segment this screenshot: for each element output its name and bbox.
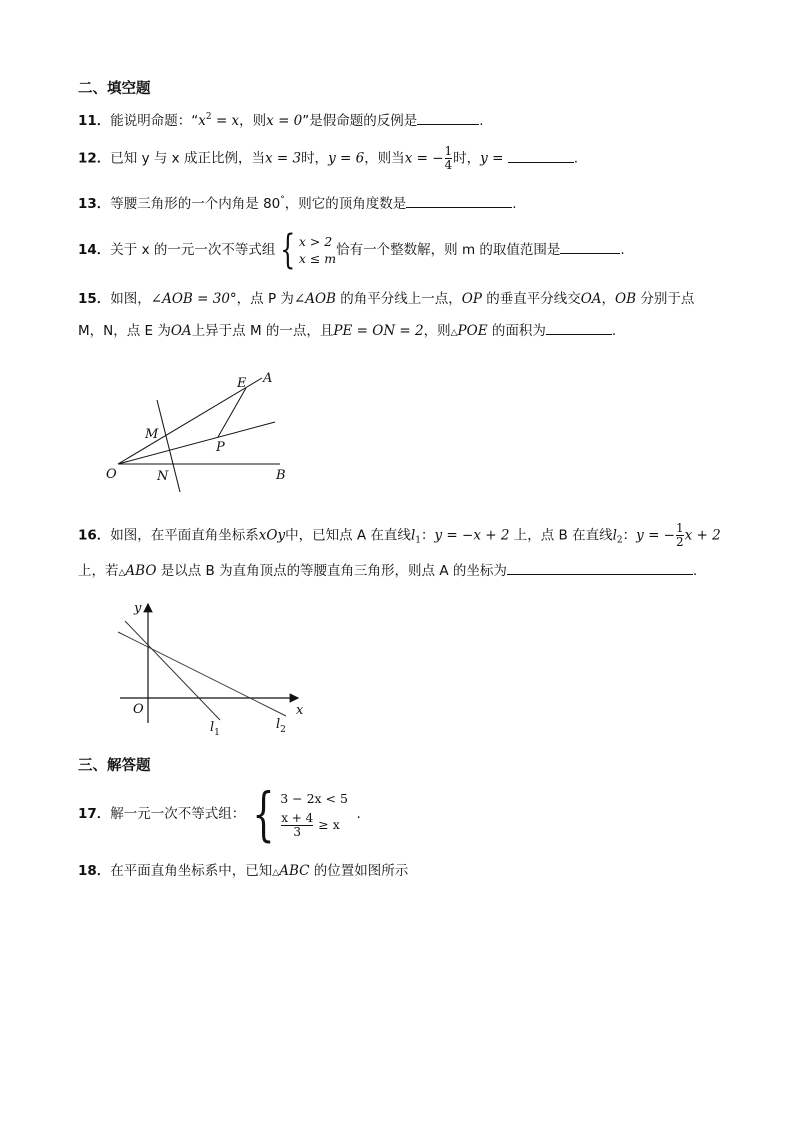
- q15-text: 的垂直平分线交: [486, 291, 581, 307]
- q15-math: ∠AOB = 30°: [150, 291, 237, 307]
- q15-math: OA: [170, 323, 192, 339]
- q16-text: 上，若: [78, 563, 119, 579]
- q18-text: 的位置如图所示: [313, 863, 409, 879]
- q11-text: ”是假命题的反例是: [302, 113, 418, 129]
- q12-math: x = 3: [264, 150, 302, 167]
- question-15-line-1: [78, 289, 694, 309]
- l1-label: $l_1$: [210, 720, 220, 738]
- q14-text: 关于 x 的一元一次不等式组: [110, 242, 276, 258]
- q16-number: 16．: [78, 527, 111, 544]
- q14-answer-blank[interactable]: [560, 239, 620, 254]
- q11-text: ，则: [239, 113, 267, 129]
- q16-answer-blank[interactable]: [507, 560, 693, 575]
- q12-math: x = −: [404, 150, 444, 167]
- label-B: B: [276, 468, 286, 483]
- q17-row-1: 3 − 2x < 5: [280, 790, 348, 806]
- q14-text: 恰有一个整数解，则 m 的取值范围是: [336, 242, 561, 258]
- bisector-OP: [118, 422, 275, 464]
- q12-answer-blank[interactable]: [508, 148, 574, 163]
- question-17: [78, 780, 361, 848]
- q14-end: .: [620, 242, 625, 258]
- q16-math: y = −: [636, 527, 675, 544]
- q11-math: x = 0: [266, 113, 303, 129]
- question-18: [78, 861, 408, 883]
- q12-math: y =: [480, 150, 504, 167]
- q15-text: ，点 P 为: [236, 291, 294, 307]
- q16-text: 是以点 B 为直角顶点的等腰直角三角形，则点 A 的坐标为: [160, 563, 507, 579]
- q17-row-2: [280, 812, 348, 839]
- question-12: [78, 145, 578, 172]
- q11-answer-blank[interactable]: [417, 110, 479, 125]
- q12-fraction: [445, 145, 453, 172]
- q16-text: ：: [421, 527, 435, 544]
- label-P: P: [216, 440, 225, 455]
- q16-math: x + 2: [684, 527, 721, 544]
- question-16-line-1: [78, 522, 721, 551]
- q17-number: 17．: [78, 806, 111, 822]
- q17-end: .: [356, 806, 361, 822]
- q15-text: 的角平分线上一点，: [340, 291, 462, 307]
- section-title-fill-in: 二、填空题: [78, 81, 151, 97]
- question-13: [78, 190, 517, 214]
- q15-math: ∠AOB: [293, 291, 336, 307]
- question-15-line-2: [78, 320, 616, 343]
- q13-text: ，则它的顶角度数是: [284, 196, 407, 212]
- q17-frac-denominator: 3: [293, 824, 302, 839]
- q15-text: 上异于点 M 的一点，且: [191, 323, 334, 339]
- question-14: [78, 227, 625, 273]
- q11-superscript: 2: [205, 112, 212, 122]
- q15-end: .: [611, 323, 617, 339]
- q15-math: OB: [615, 291, 637, 307]
- q11-end: .: [479, 113, 484, 129]
- q16-fraction: [676, 522, 684, 549]
- q17-row-2-rhs: ≥ x: [318, 817, 340, 832]
- q15-math: POE: [457, 323, 488, 339]
- q18-text: 在平面直角坐标系中，已知: [110, 863, 273, 879]
- x-axis-label: x: [296, 703, 304, 718]
- q16-math: l: [612, 527, 617, 544]
- q17-inequality-system: { 3 − 2x < 5 $\frac{x + 4}{3}$ ≥ x: [252, 780, 348, 848]
- section-title-solve: 三、解答题: [78, 758, 151, 774]
- origin-label: O: [133, 702, 144, 717]
- q12-math: y = 6: [328, 150, 365, 167]
- q12-end: .: [573, 150, 578, 167]
- q13-degree: °: [280, 195, 285, 205]
- q12-frac-denominator: 4: [444, 158, 453, 172]
- q16-subscript: 1: [415, 535, 421, 546]
- label-E: E: [237, 376, 247, 391]
- question-11: [78, 107, 484, 131]
- q13-text: 等腰三角形的一个内角是 80: [110, 196, 281, 212]
- q16-frac-denominator: 2: [676, 535, 684, 549]
- q16-text: 如图，在平面直角坐标系: [110, 527, 259, 544]
- q12-text: 时，: [301, 150, 329, 167]
- q12-frac-numerator: 1: [444, 144, 453, 158]
- q16-math: l: [410, 527, 416, 544]
- q15-text: M，N，点 E 为: [78, 323, 171, 339]
- q14-inequality-system: { x > 2 x ≤ m: [280, 227, 337, 273]
- q15-text: 的面积为: [491, 323, 546, 339]
- q12-number: 12．: [78, 150, 111, 167]
- q18-triangle-symbol: △: [272, 868, 280, 878]
- q11-math: = x: [211, 113, 240, 129]
- q13-end: .: [512, 196, 517, 212]
- label-N: N: [157, 469, 169, 484]
- q15-text: 分别于点: [640, 291, 695, 307]
- q16-text: 中，已知点 A 在直线: [285, 527, 411, 544]
- q15-math: OP: [461, 291, 482, 307]
- q18-math: ABC: [279, 863, 310, 879]
- q16-end: .: [692, 563, 698, 579]
- q11-text: 能说明命题：“: [110, 113, 199, 129]
- q11-number: 11．: [78, 113, 111, 129]
- y-axis-label: y: [134, 601, 142, 616]
- q14-number: 14．: [78, 242, 111, 258]
- q15-math: PE = ON = 2: [333, 323, 424, 339]
- q12-text: ，则当: [364, 150, 405, 167]
- q15-triangle-symbol: △: [450, 328, 458, 338]
- label-A: A: [263, 371, 273, 386]
- q13-number: 13．: [78, 196, 111, 212]
- q15-math: OA: [580, 291, 602, 307]
- q16-triangle-symbol: △: [118, 568, 126, 578]
- q16-math: xOy: [258, 527, 286, 544]
- q17-text: 解一元一次不等式组：: [110, 806, 246, 822]
- q16-frac-numerator: 1: [676, 521, 684, 535]
- question-16-line-2: [78, 560, 697, 583]
- label-M: M: [145, 427, 159, 442]
- q16-figure: [108, 598, 313, 743]
- q18-number: 18．: [78, 863, 111, 879]
- q15-text: ，则: [423, 323, 451, 339]
- q13-answer-blank[interactable]: [406, 193, 512, 208]
- q16-subscript: 2: [616, 535, 623, 546]
- q16-math: ABO: [125, 563, 157, 579]
- q15-text: ，: [601, 291, 616, 307]
- label-O: O: [106, 467, 117, 482]
- q14-row-1: x > 2: [298, 234, 333, 249]
- q16-text: ：: [622, 527, 637, 544]
- l2-label: $l_2$: [276, 717, 286, 735]
- q15-figure: [100, 362, 300, 492]
- q16-math: y = −x + 2: [434, 527, 510, 544]
- q12-text: 已知 y 与 x 成正比例，当: [110, 150, 265, 167]
- q16-text: 上，点 B 在直线: [513, 527, 613, 544]
- q12-text: 时，: [453, 150, 481, 167]
- q14-row-2: x ≤ m: [298, 251, 337, 266]
- q17-frac-numerator: x + 4: [281, 810, 314, 825]
- q15-text: 如图，: [110, 291, 151, 307]
- q15-answer-blank[interactable]: [546, 320, 612, 335]
- q11-math: x: [198, 113, 206, 129]
- q15-number: 15．: [78, 291, 111, 307]
